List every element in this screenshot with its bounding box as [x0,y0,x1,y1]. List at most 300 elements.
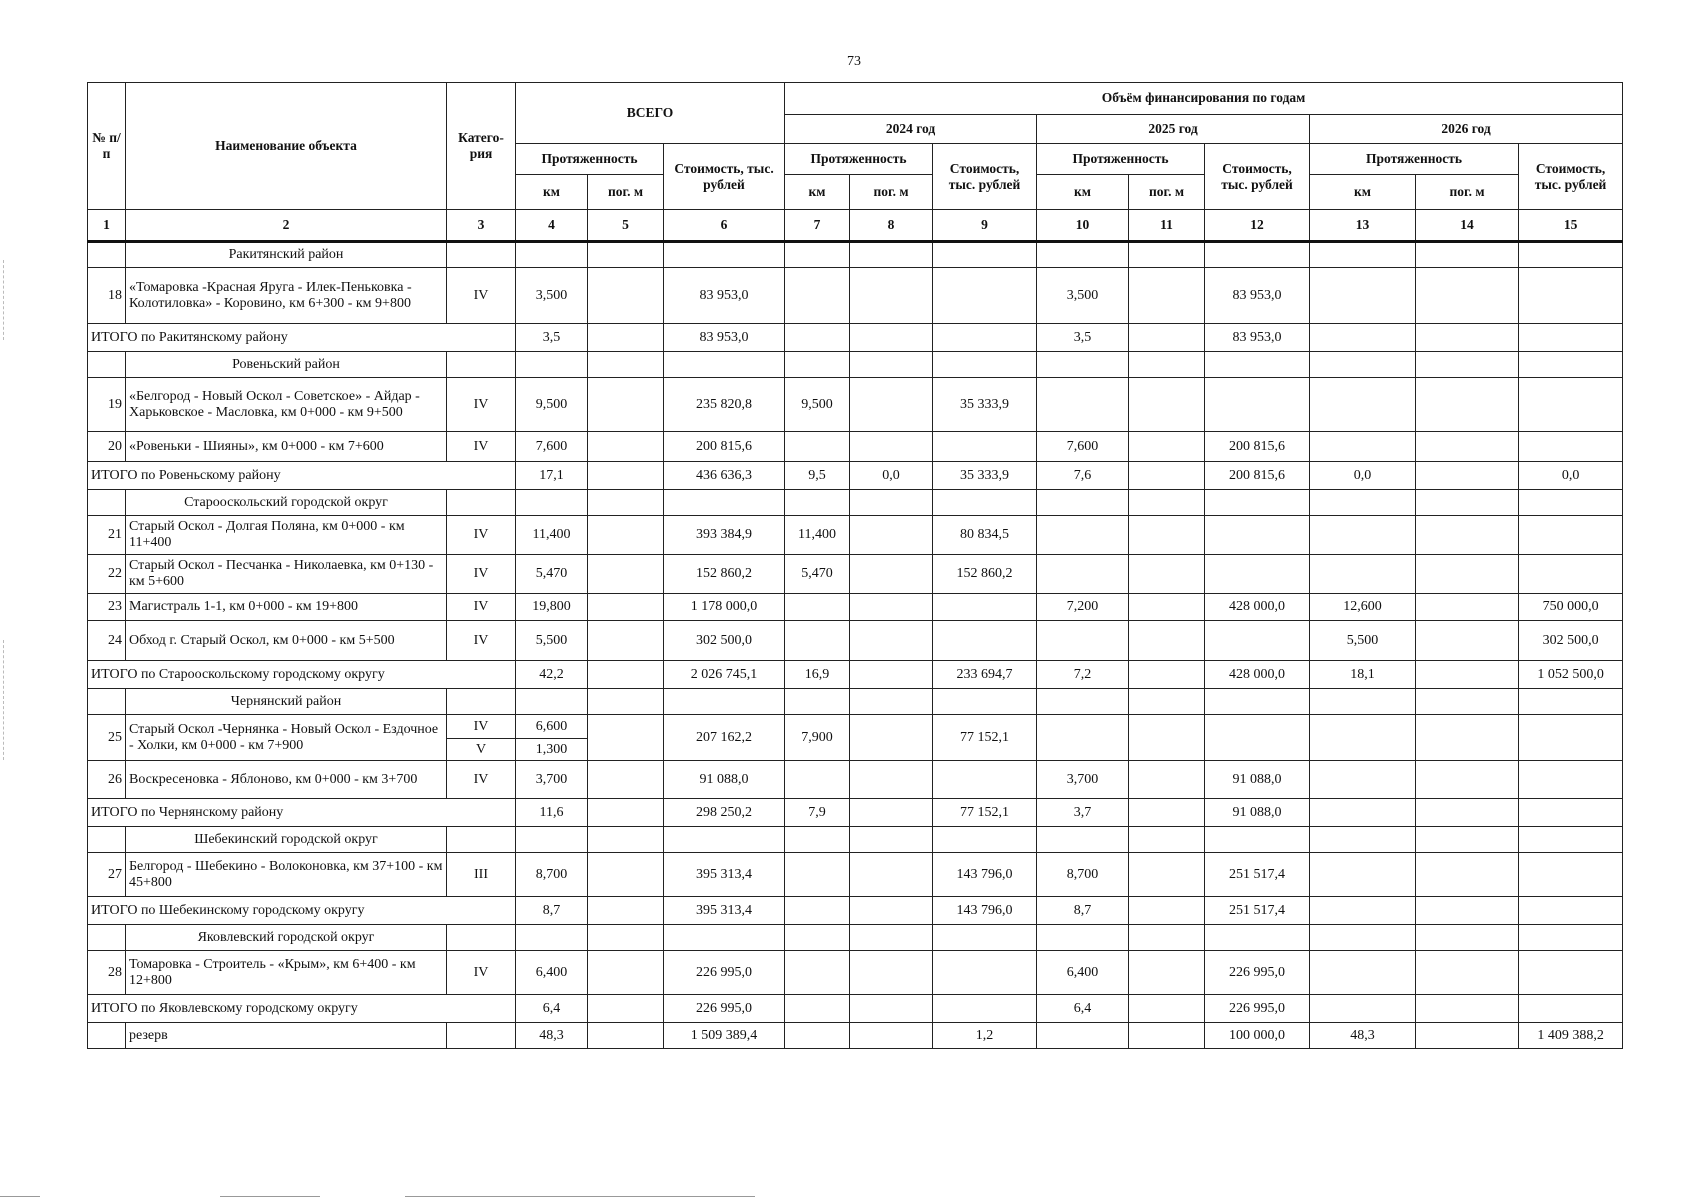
value-pm24 [850,432,933,462]
empty-cell [1416,352,1519,378]
category: IV [447,621,516,661]
value-cost25 [1205,715,1310,761]
value-pm25 [1129,761,1205,799]
value-pm26 [1416,621,1519,661]
year-2024-header: 2024 год [785,114,1037,143]
empty-cell [588,827,664,853]
total-value-pm [588,462,664,490]
empty-cell [88,925,126,951]
empty-cell [664,689,785,715]
value-pm26 [1416,516,1519,555]
total-value-cost26 [1519,799,1623,827]
value-pm25 [1129,516,1205,555]
total-value-km24: 9,5 [785,462,850,490]
total-value-cost: 395 313,4 [664,897,785,925]
section-title: Яковлевский городской округ [126,925,447,951]
value-pm25 [1129,268,1205,324]
cost-header: Стоимость, тыс. рублей [1519,144,1623,210]
column-number: 14 [1416,210,1519,242]
value-pm [588,853,664,897]
total-row [88,897,1623,925]
value-cost25 [1205,516,1310,555]
category: IV [447,951,516,995]
value-km24 [785,951,850,995]
total-value-cost24 [933,324,1037,352]
empty-cell [1037,689,1129,715]
category: IV [447,715,516,739]
value-cost24: 143 796,0 [933,853,1037,897]
value-km25 [1037,555,1129,594]
value-km24 [785,432,850,462]
total-row [88,799,1623,827]
value-pm24 [850,516,933,555]
category: IV [447,432,516,462]
value-km: 9,500 [516,378,588,432]
table-body [88,242,1623,1049]
value-cost24 [933,621,1037,661]
object-name: резерв [126,1023,447,1049]
empty-cell [850,827,933,853]
value-cost26: 750 000,0 [1519,594,1623,621]
empty-cell [1037,352,1129,378]
empty-cell [785,689,850,715]
km-header: км [1310,175,1416,210]
empty-cell [1519,242,1623,268]
value-km26 [1310,951,1416,995]
pog-m-header: пог. м [588,175,664,210]
empty-cell [933,490,1037,516]
value-pm24 [850,951,933,995]
row-number: 26 [88,761,126,799]
total-value-pm [588,661,664,689]
section-row [88,490,1623,516]
value-km24: 11,400 [785,516,850,555]
col-no-header: № п/п [88,83,126,210]
value-km: 5,470 [516,555,588,594]
empty-cell [850,925,933,951]
value-cost: 395 313,4 [664,853,785,897]
total-value-km24 [785,324,850,352]
total-value-km25: 8,7 [1037,897,1129,925]
column-numbers-row [88,210,1623,242]
column-number: 3 [447,210,516,242]
value-pm24 [850,268,933,324]
total-row [88,661,1623,689]
total-row [88,324,1623,352]
value-cost24 [933,761,1037,799]
total-value-cost25: 226 995,0 [1205,995,1310,1023]
column-number: 8 [850,210,933,242]
total-value-km: 3,5 [516,324,588,352]
value-pm [588,555,664,594]
value-pm26 [1416,555,1519,594]
object-name: Обход г. Старый Оскол, км 0+000 - км 5+500 [126,621,447,661]
value-cost25 [1205,378,1310,432]
value-cost24 [933,268,1037,324]
empty-cell [1310,925,1416,951]
empty-cell [1205,242,1310,268]
pog-m-header: пог. м [850,175,933,210]
value-cost24 [933,951,1037,995]
row-number: 25 [88,715,126,761]
value-cost26 [1519,715,1623,761]
empty-cell [1416,827,1519,853]
empty-cell [785,490,850,516]
empty-cell [933,242,1037,268]
value-cost: 1 509 389,4 [664,1023,785,1049]
table-row [88,268,1623,324]
total-value-cost25: 91 088,0 [1205,799,1310,827]
value-km26: 12,600 [1310,594,1416,621]
total-value-cost26: 1 052 500,0 [1519,661,1623,689]
value-km26 [1310,432,1416,462]
value-pm25 [1129,715,1205,761]
value-pm26 [1416,378,1519,432]
total-value-pm26 [1416,462,1519,490]
total-value-pm24 [850,799,933,827]
value-km26 [1310,715,1416,761]
empty-cell [1519,352,1623,378]
total-value-pm24 [850,324,933,352]
empty-cell [933,925,1037,951]
value-km26 [1310,378,1416,432]
category: IV [447,268,516,324]
total-value-cost24 [933,995,1037,1023]
length-header: Протяженность [1037,144,1205,175]
column-number: 2 [126,210,447,242]
total-value-pm [588,799,664,827]
empty-cell [850,490,933,516]
value-km26 [1310,555,1416,594]
total-value-pm25 [1129,995,1205,1023]
row-number: 28 [88,951,126,995]
total-value-cost24: 143 796,0 [933,897,1037,925]
empty-cell [1519,490,1623,516]
column-number: 11 [1129,210,1205,242]
object-name: Старый Оскол - Песчанка - Николаевка, км 0+130 - км 5+600 [126,555,447,594]
value-pm [588,378,664,432]
empty-cell [1205,925,1310,951]
scan-artifact [3,640,4,760]
value-cost26 [1519,432,1623,462]
column-number: 6 [664,210,785,242]
empty-cell [1519,689,1623,715]
cost-header: Стоимость, тыс. рублей [933,144,1037,210]
category [447,1023,516,1049]
value-km25: 7,200 [1037,594,1129,621]
total-value-pm25 [1129,897,1205,925]
column-number: 10 [1037,210,1129,242]
total-value-pm [588,324,664,352]
pog-m-header: пог. м [1129,175,1205,210]
km-header: км [785,175,850,210]
column-number: 4 [516,210,588,242]
value-pm25 [1129,621,1205,661]
value-cost: 393 384,9 [664,516,785,555]
empty-cell [88,490,126,516]
value-cost25 [1205,621,1310,661]
total-title: ИТОГО по Шебекинскому городскому округу [88,897,516,925]
value-cost26 [1519,516,1623,555]
value-km24 [785,268,850,324]
value-pm [588,516,664,555]
object-name: Томаровка - Строитель - «Крым», км 6+400 - км 12+800 [126,951,447,995]
value-km: 7,600 [516,432,588,462]
value-pm [588,268,664,324]
value-km25 [1037,1023,1129,1049]
section-row [88,352,1623,378]
value-km25: 3,500 [1037,268,1129,324]
empty-cell [447,242,516,268]
empty-cell [1416,925,1519,951]
total-value-cost26 [1519,897,1623,925]
value-cost24 [933,432,1037,462]
column-number: 13 [1310,210,1416,242]
empty-cell [1310,242,1416,268]
total-value-km24 [785,897,850,925]
total-value-cost24: 35 333,9 [933,462,1037,490]
total-value-km25: 6,4 [1037,995,1129,1023]
value-km: 8,700 [516,853,588,897]
category: III [447,853,516,897]
value-cost24 [933,594,1037,621]
category: IV [447,594,516,621]
empty-cell [1129,242,1205,268]
total-value-cost25: 428 000,0 [1205,661,1310,689]
total-value-pm26 [1416,799,1519,827]
value-cost25: 91 088,0 [1205,761,1310,799]
object-name: Белгород - Шебекино - Волоконовка, км 37+100 - км 45+800 [126,853,447,897]
value-cost: 91 088,0 [664,761,785,799]
value-km24 [785,621,850,661]
total-value-cost25: 200 815,6 [1205,462,1310,490]
value-pm24 [850,594,933,621]
value-km24 [785,761,850,799]
financing-table [87,82,1623,1049]
total-value-pm25 [1129,799,1205,827]
empty-cell [850,242,933,268]
table-header [88,83,1623,242]
value-cost: 200 815,6 [664,432,785,462]
total-value-cost26 [1519,324,1623,352]
value-pm24 [850,378,933,432]
value-pm26 [1416,951,1519,995]
column-number: 9 [933,210,1037,242]
value-cost24: 35 333,9 [933,378,1037,432]
empty-cell [664,352,785,378]
category: IV [447,378,516,432]
value-cost: 207 162,2 [664,715,785,761]
object-name: Воскресеновка - Яблоново, км 0+000 - км 3+700 [126,761,447,799]
table-row [88,378,1623,432]
total-value-pm26 [1416,324,1519,352]
category: IV [447,516,516,555]
value-km25 [1037,378,1129,432]
value-km25 [1037,621,1129,661]
section-title: Ракитянский район [126,242,447,268]
value-cost24: 77 152,1 [933,715,1037,761]
value-km25 [1037,516,1129,555]
empty-cell [88,242,126,268]
value-cost25: 83 953,0 [1205,268,1310,324]
total-header: ВСЕГО [516,83,785,144]
object-name: «Томаровка -Красная Яруга - Илек-Пеньковка - Колотиловка» - Коровино, км 6+300 - км 9+800 [126,268,447,324]
table-row [88,951,1623,995]
total-value-pm [588,897,664,925]
empty-cell [1129,689,1205,715]
empty-cell [1037,925,1129,951]
total-value-pm25 [1129,462,1205,490]
empty-cell [1310,827,1416,853]
total-value-km26: 18,1 [1310,661,1416,689]
empty-cell [1310,352,1416,378]
value-cost25 [1205,555,1310,594]
value-km26: 48,3 [1310,1023,1416,1049]
total-value-km25: 7,6 [1037,462,1129,490]
table-row [88,761,1623,799]
empty-cell [1310,689,1416,715]
empty-cell [516,689,588,715]
empty-cell [785,925,850,951]
empty-cell [447,689,516,715]
total-value-pm26 [1416,995,1519,1023]
total-value-km26 [1310,799,1416,827]
value-km: 3,500 [516,268,588,324]
value-km: 6,400 [516,951,588,995]
section-row [88,689,1623,715]
value-pm24 [850,555,933,594]
value-km25: 6,400 [1037,951,1129,995]
value-cost: 1 178 000,0 [664,594,785,621]
cost-header: Стоимость, тыс. рублей [1205,144,1310,210]
total-value-pm24: 0,0 [850,462,933,490]
total-row [88,995,1623,1023]
empty-cell [1205,689,1310,715]
value-cost26 [1519,853,1623,897]
empty-cell [447,827,516,853]
empty-cell [1129,827,1205,853]
value-pm25 [1129,432,1205,462]
empty-cell [1037,827,1129,853]
empty-cell [447,490,516,516]
total-value-km: 8,7 [516,897,588,925]
total-value-pm26 [1416,897,1519,925]
total-value-km25: 7,2 [1037,661,1129,689]
value-cost26 [1519,268,1623,324]
total-value-cost: 83 953,0 [664,324,785,352]
empty-cell [1519,925,1623,951]
section-row [88,827,1623,853]
total-value-km26 [1310,324,1416,352]
value-pm [588,621,664,661]
total-value-km: 11,6 [516,799,588,827]
value-km24: 9,500 [785,378,850,432]
total-value-pm24 [850,897,933,925]
row-number: 18 [88,268,126,324]
value-pm24 [850,761,933,799]
empty-cell [588,925,664,951]
total-value-pm25 [1129,661,1205,689]
value-pm [588,715,664,761]
total-value-cost24: 77 152,1 [933,799,1037,827]
row-number: 22 [88,555,126,594]
empty-cell [664,827,785,853]
value-km26: 5,500 [1310,621,1416,661]
row-number: 23 [88,594,126,621]
value-pm25 [1129,951,1205,995]
value-km24 [785,594,850,621]
value-km24 [785,1023,850,1049]
empty-cell [516,490,588,516]
total-value-km24: 16,9 [785,661,850,689]
value-km24: 7,900 [785,715,850,761]
value-cost: 83 953,0 [664,268,785,324]
value-km: 48,3 [516,1023,588,1049]
value-pm25 [1129,378,1205,432]
empty-cell [785,827,850,853]
value-pm24 [850,715,933,761]
value-cost25: 428 000,0 [1205,594,1310,621]
empty-cell [1037,490,1129,516]
value-pm26 [1416,268,1519,324]
value-pm26 [1416,715,1519,761]
row-number: 21 [88,516,126,555]
empty-cell [933,689,1037,715]
value-cost25: 100 000,0 [1205,1023,1310,1049]
category: IV [447,761,516,799]
value-cost26: 1 409 388,2 [1519,1023,1623,1049]
object-name: «Ровеньки - Шияны», км 0+000 - км 7+600 [126,432,447,462]
empty-cell [664,490,785,516]
value-cost: 226 995,0 [664,951,785,995]
value-pm26 [1416,761,1519,799]
section-row [88,242,1623,268]
empty-cell [850,689,933,715]
value-km25 [1037,715,1129,761]
value-pm24 [850,1023,933,1049]
scan-artifact [0,1196,40,1197]
empty-cell [1416,689,1519,715]
total-value-km24 [785,995,850,1023]
total-value-cost: 436 636,3 [664,462,785,490]
empty-cell [447,925,516,951]
value-pm25 [1129,1023,1205,1049]
table-row [88,621,1623,661]
length-header: Протяженность [516,144,664,175]
empty-cell [1037,242,1129,268]
section-title: Старооскольский городской округ [126,490,447,516]
value-pm [588,951,664,995]
total-value-km26 [1310,897,1416,925]
empty-cell [1129,352,1205,378]
value-pm [588,432,664,462]
scan-artifact [3,260,4,340]
value-cost24: 80 834,5 [933,516,1037,555]
table-row [88,432,1623,462]
table-row [88,516,1623,555]
total-value-pm25 [1129,324,1205,352]
value-cost25: 226 995,0 [1205,951,1310,995]
table-row [88,555,1623,594]
empty-cell [1416,490,1519,516]
empty-cell [1310,490,1416,516]
empty-cell [1205,490,1310,516]
value-cost26 [1519,951,1623,995]
reserve-row [88,1023,1623,1049]
row-number: 24 [88,621,126,661]
value-pm26 [1416,432,1519,462]
col-category-header: Катего-рия [447,83,516,210]
